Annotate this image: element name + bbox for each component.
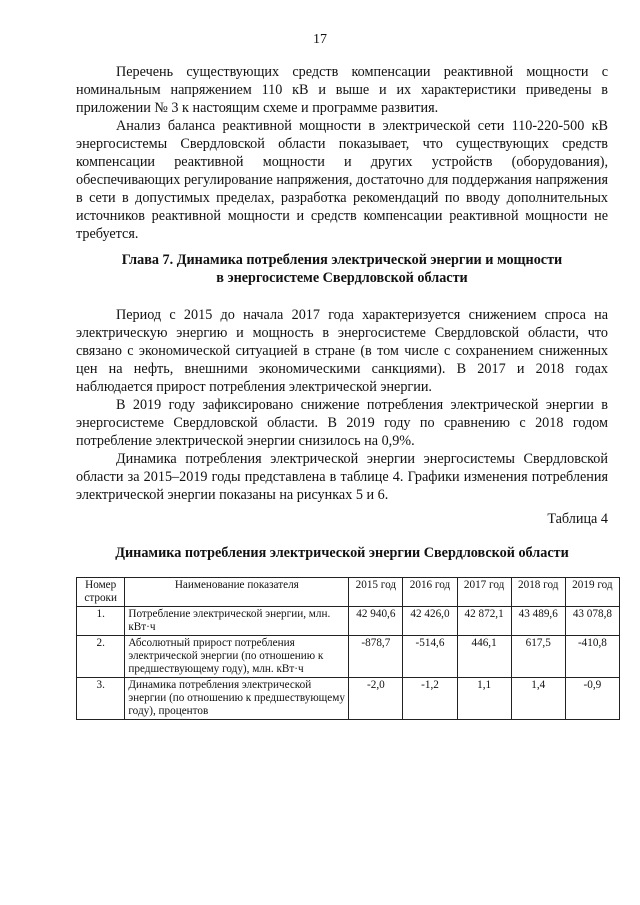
table-cell: 42 872,1 bbox=[457, 607, 511, 636]
page-number: 17 bbox=[313, 32, 327, 47]
table-cell: -1,2 bbox=[403, 678, 457, 720]
header-indicator-name: Наименование показателя bbox=[125, 578, 349, 607]
paragraph: Период с 2015 до начала 2017 года характеризуется снижением спроса на электрическую энергию и мощность в энергосистеме Свердловской области, что связано с экономической ситуацией в стране (в том числе с сохранением сниженных цен на нефть, внешними экономическими санкциями). В 2017 и 2018 годах наблюдается прирост потребления электрической энергии. bbox=[76, 307, 608, 395]
header-year: 2015 год bbox=[349, 578, 403, 607]
table-row bbox=[77, 678, 620, 720]
table-cell: -514,6 bbox=[403, 636, 457, 678]
consumption-table bbox=[76, 577, 620, 720]
table-cell: 1,4 bbox=[511, 678, 565, 720]
indicator-name: Динамика потребления электрической энергии (по отношению к предшествующему году), процентов bbox=[125, 678, 349, 720]
table-row bbox=[77, 607, 620, 636]
header-year: 2016 год bbox=[403, 578, 457, 607]
table-cell: 1,1 bbox=[457, 678, 511, 720]
table-row bbox=[77, 636, 620, 678]
paragraph: В 2019 году зафиксировано снижение потребления электрической энергии в энергосистеме Свердловской области. В 2019 году по сравнению с 2018 годом потребление электрической энергии снизилось на 0,9%. bbox=[76, 397, 608, 449]
indicator-name: Абсолютный прирост потребления электрической энергии (по отношению к предшествующему году), млн. кВт·ч bbox=[125, 636, 349, 678]
chapter-heading-line: в энергосистеме Свердловской области bbox=[216, 270, 468, 286]
table-cell: 42 940,6 bbox=[349, 607, 403, 636]
row-number: 2. bbox=[77, 636, 125, 678]
table-cell: -2,0 bbox=[349, 678, 403, 720]
table-cell: -878,7 bbox=[349, 636, 403, 678]
chapter-heading bbox=[76, 251, 608, 287]
table-cell: 446,1 bbox=[457, 636, 511, 678]
header-year: 2019 год bbox=[565, 578, 619, 607]
table-header-row bbox=[77, 578, 620, 607]
chapter-text-block bbox=[76, 306, 608, 504]
table-cell: 43 489,6 bbox=[511, 607, 565, 636]
row-number: 1. bbox=[77, 607, 125, 636]
intro-text-block bbox=[76, 63, 608, 243]
header-year: 2018 год bbox=[511, 578, 565, 607]
chapter-heading-line: Глава 7. Динамика потребления электрической энергии и мощности bbox=[121, 252, 563, 268]
table-cell: -410,8 bbox=[565, 636, 619, 678]
paragraph: Перечень существующих средств компенсации реактивной мощности с номинальным напряжением 110 кВ и выше и их характеристики приведены в приложении № 3 к настоящим схеме и программе развития. bbox=[76, 64, 608, 116]
header-year: 2017 год bbox=[457, 578, 511, 607]
table-cell: 617,5 bbox=[511, 636, 565, 678]
table-cell: -0,9 bbox=[565, 678, 619, 720]
header-row-number: Номер строки bbox=[77, 578, 125, 607]
table-caption: Таблица 4 bbox=[547, 511, 608, 527]
paragraph: Динамика потребления электрической энергии энергосистемы Свердловской области за 2015–2019 годы представлена в таблице 4. Графики изменения потребления электрической энергии показаны на рисунках 5 и 6. bbox=[76, 451, 608, 503]
paragraph: Анализ баланса реактивной мощности в электрической сети 110-220-500 кВ энергосистемы Свердловской области показывает, что существующих средств компенсации реактивной мощности и других устройств (оборудования), обеспечивающих регулирование напряжения, достаточно для поддержания напряжения в сети в допустимых пределах, разработка рекомендаций по вводу дополнительных источников реактивной мощности и средств компенсации реактивной мощности не требуется. bbox=[76, 118, 608, 242]
table-cell: 43 078,8 bbox=[565, 607, 619, 636]
table-title: Динамика потребления электрической энергии Свердловской области bbox=[115, 545, 569, 561]
table-cell: 42 426,0 bbox=[403, 607, 457, 636]
indicator-name: Потребление электрической энергии, млн. кВт·ч bbox=[125, 607, 349, 636]
row-number: 3. bbox=[77, 678, 125, 720]
